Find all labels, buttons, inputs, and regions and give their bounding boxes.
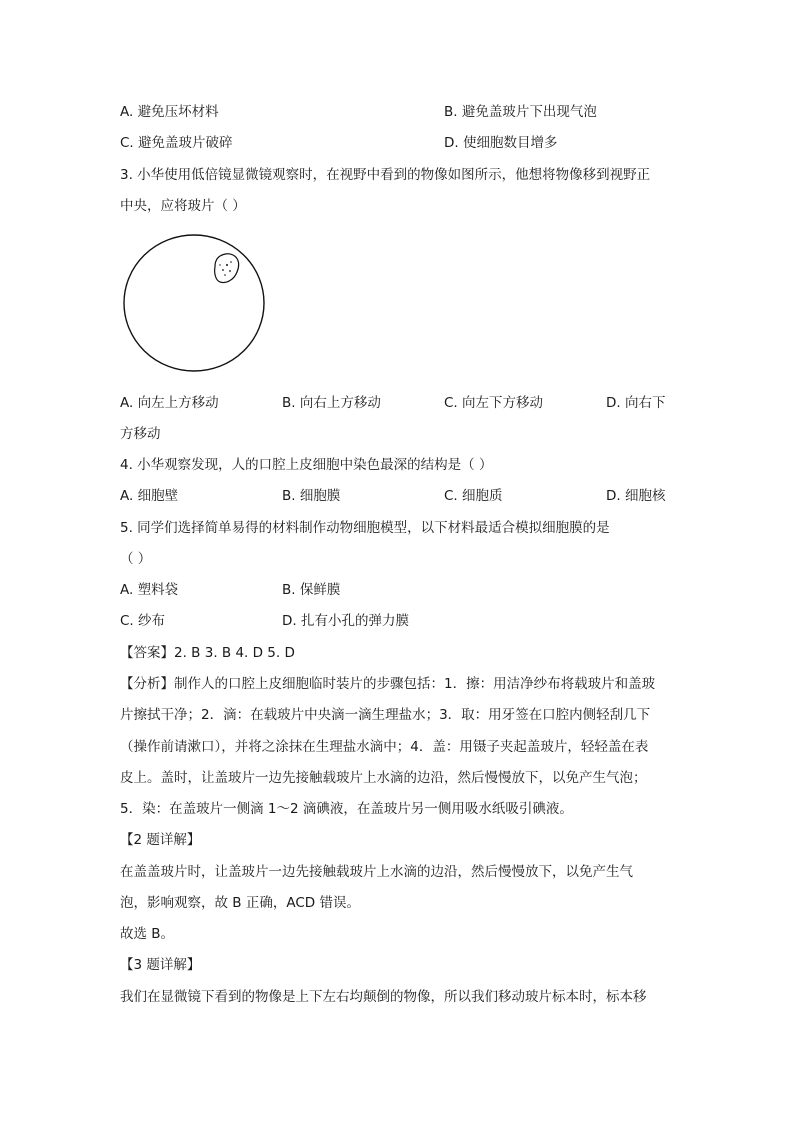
q3-option-a: A. 向左上方移动: [120, 395, 219, 411]
q5-option-b: B. 保鲜膜: [282, 582, 341, 598]
analysis-line-4: 皮上。盖时，让盖玻片一边先接触载玻片上水滴的边沿，然后慢慢放下，以免产生气泡；: [120, 770, 647, 786]
q3-option-c: C. 向左下方移动: [444, 395, 544, 411]
q3-option-d: D. 向右下: [606, 395, 666, 411]
detail2-line-2: 泡，影响观察，故 B 正确，ACD 错误。: [120, 895, 360, 911]
analysis-line-1: 【分析】制作人的口腔上皮细胞临时装片的步骤包括：1．擦：用洁净纱布将载玻片和盖玻: [120, 676, 656, 692]
q4-option-c: C. 细胞质: [444, 488, 503, 504]
detail3-line-1: 我们在显微镜下看到的物像是上下左右均颠倒的物像，所以我们移动玻片标本时，标本移: [120, 989, 647, 1005]
q5-option-a: A. 塑料袋: [120, 582, 179, 598]
microscope-field-diagram: [120, 232, 268, 374]
q5-option-c: C. 纱布: [120, 613, 166, 629]
q3-stem-line2: 中央，应将玻片（ ）: [120, 198, 246, 214]
q2-option-b: B. 避免盖玻片下出现气泡: [444, 104, 597, 120]
q3-option-b: B. 向右上方移动: [282, 395, 381, 411]
q2-option-a: A. 避免压坏材料: [120, 104, 219, 120]
detail2-line-1: 在盖盖玻片时，让盖玻片一边先接触载玻片上水滴的边沿，然后慢慢放下，以免产生气: [120, 864, 633, 880]
detail2-line-3: 故选 B。: [120, 926, 175, 942]
analysis-line-5: 5．染：在盖玻片一侧滴 1～2 滴碘液，在盖玻片另一侧用吸水纸吸引碘液。: [120, 801, 573, 817]
q4-option-b: B. 细胞膜: [282, 488, 341, 504]
detail2-heading: 【2 题详解】: [120, 832, 201, 848]
q5-stem-line1: 5. 同学们选择简单易得的材料制作动物细胞模型，以下材料最适合模拟细胞膜的是: [120, 520, 610, 536]
q4-option-a: A. 细胞壁: [120, 488, 179, 504]
q5-option-d: D. 扎有小孔的弹力膜: [282, 613, 409, 629]
analysis-line-2: 片擦拭干净；2．滴：在载玻片中央滴一滴生理盐水；3．取：用牙签在口腔内侧轻刮几下: [120, 707, 651, 723]
field-of-view-circle: [124, 235, 264, 371]
q3-option-d-continued: 方移动: [120, 426, 161, 442]
q4-stem: 4. 小华观察发现，人的口腔上皮细胞中染色最深的结构是（ ）: [120, 457, 493, 473]
q5-stem-line2: （ ）: [120, 551, 152, 567]
detail3-heading: 【3 题详解】: [120, 957, 201, 973]
analysis-line-3: （操作前请漱口），并将之涂抹在生理盐水滴中；4．盖：用镊子夹起盖玻片，轻轻盖在表: [120, 739, 649, 755]
cell-image-icon: [215, 254, 239, 283]
answer-line: 【答案】2. B 3. B 4. D 5. D: [120, 645, 295, 661]
q2-option-c: C. 避免盖玻片破碎: [120, 135, 233, 151]
q2-option-d: D. 使细胞数目增多: [444, 135, 558, 151]
q4-option-d: D. 细胞核: [606, 488, 666, 504]
q3-stem-line1: 3. 小华使用低倍镜显微镜观察时，在视野中看到的物像如图所示，他想将物像移到视野正: [120, 167, 651, 183]
